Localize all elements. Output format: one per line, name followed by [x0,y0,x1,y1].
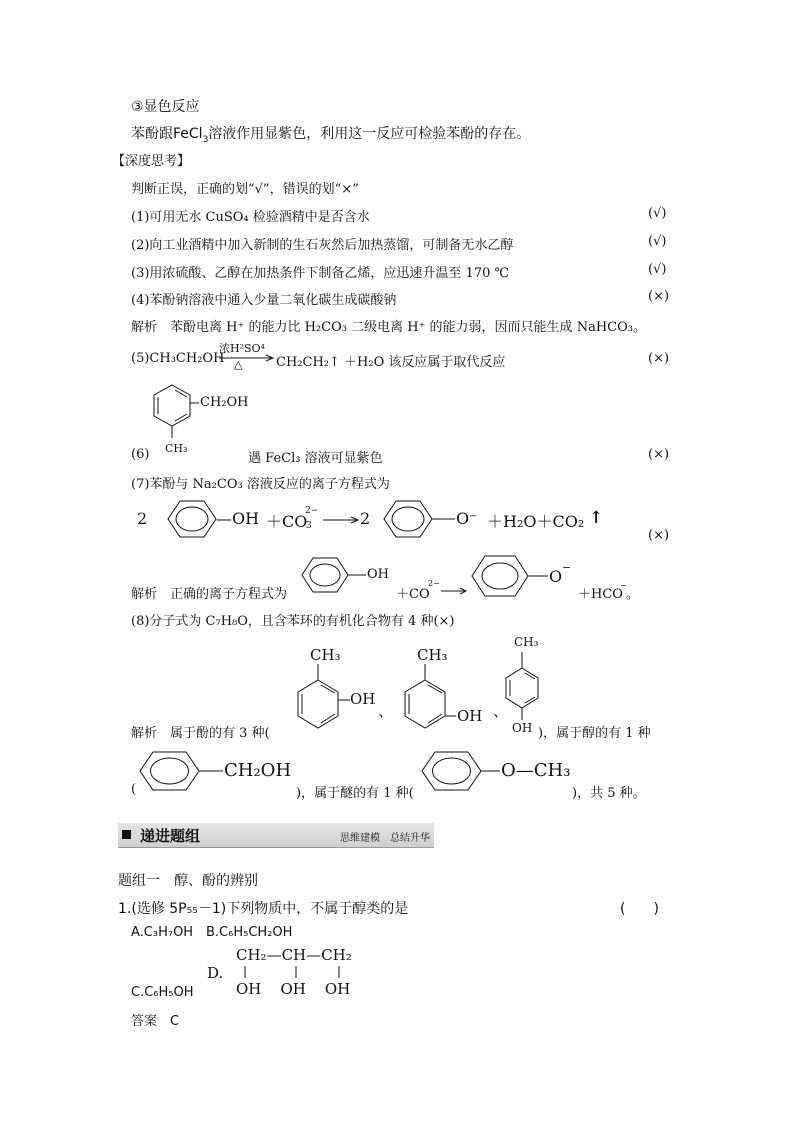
hco3-sup-a2: − [620,581,627,590]
item-5-right: CH₂CH₂↑ ＋H₂O 该反应属于取代反应 [276,355,506,370]
item-3-mark: (√) [648,262,667,277]
option-d-label: D. [207,964,224,982]
coef-2: 2 [360,509,371,528]
plus-co3: ＋CO [266,512,308,531]
item-5-left: (5)CH₃CH₂OH [131,351,225,366]
oh-m: OH [457,707,483,725]
co3-sub: 3 [306,521,312,531]
option-b: B.C₆H₅CH₂OH [206,925,293,940]
hco3-a2: ＋HCO [578,587,623,602]
ch3-label: CH₃ [165,442,188,455]
item-2-mark: (√) [648,234,667,249]
group-title: 题组一 醇、酚的辨别 [118,873,258,889]
section-title: ③显色反应 [131,99,200,115]
section-banner [118,823,434,848]
answer: 答案 C [131,1014,180,1029]
item-7-text: (7)苯酚与 Na₂CO₃ 溶液反应的离子方程式为 [131,477,390,492]
co3-a2: ＋CO [396,587,430,602]
analysis-3-end: )，共 5 种。 [572,786,646,801]
analysis-1: 解析 苯酚电离 H⁺ 的能力比 H₂CO₃ 二级电离 H⁺ 的能力弱，因而只能生成 NaHCO₃。 [131,320,646,335]
products-7: ＋H₂O＋CO₂ [487,512,585,531]
open-paren-2: ( [131,782,137,797]
item-1: (1)可用无水 CuSO₄ 检验酒精中是否含水 [131,210,370,225]
co3-sup-a2: 2− [428,579,440,588]
o-minus-7: O⁻ [456,509,478,528]
glycerol-bottom: OH OH OH [236,980,351,998]
up-arrow: ↑ [589,508,604,528]
analysis-3-close: )，属于醇的有 1 种 [538,726,651,741]
oh-p: OH [512,721,533,735]
deep-think-header: 【深度思考】 [112,154,191,169]
ch3-m: CH₃ [417,646,448,664]
item-4: (4)苯酚钠溶液中通入少量二氧化碳生成碳酸钠 [131,293,397,308]
end-a2: 。 [626,587,640,602]
option-a: A.C₃H₇OH [131,925,194,940]
analysis-3-mid: )，属于醚的有 1 种( [296,786,414,801]
item-3: (3)用浓硫酸、乙醇在加热条件下制备乙烯，应迅速升温至 170 ℃ [131,266,510,281]
ch3-o: CH₃ [310,646,341,664]
glycerol-top: CH₂—CH—CH₂ [236,946,352,964]
ch2oh-label: CH₂OH [200,395,249,410]
co3-charge: 2− [305,506,319,516]
oh-a2: OH [367,567,389,582]
item-8-text: (8)分子式为 C₇H₈O，且含苯环的有机化合物有 4 种(×) [131,614,455,629]
q1-stem: 1.(选修 5P₅₅－1)下列物质中，不属于醇类的是 [118,901,409,917]
coef-1: 2 [137,509,148,528]
q1-paren: ( ) [620,901,659,917]
oh-o: OH [350,690,376,708]
item-1-mark: (√) [648,206,667,221]
square-icon [122,830,131,839]
och3: O—CH₃ [501,760,571,781]
sep-1: 、 [378,702,394,720]
item-6-text: 遇 FeCl₃ 溶液可显紫色 [248,451,383,466]
heat-symbol: △ [234,358,243,371]
item-7-mark: (×) [648,528,670,543]
analysis-3-lead: 解析 属于酚的有 3 种( [131,726,270,741]
item-4-mark: (×) [648,289,670,304]
reaction-condition: 浓H²SO⁴ [219,342,265,355]
minus-a2: − [562,561,572,574]
banner-right: 思维建模 总结升华 [340,833,430,844]
option-c: C.C₆H₅OH [131,985,194,1000]
item-2: (2)向工业酒精中加入新制的生石灰然后加热蒸馏，可制备无水乙醇 [131,238,514,253]
o-a2: O [549,567,563,586]
glycerol-bonds [0,0,1,1]
section-text: 苯酚跟FeCl$_3$溶液作用显紫色，利用这一反应可检验苯酚的存在。 [131,126,531,145]
ch2oh-row: CH₂OH [224,760,292,781]
oh-7: —OH [216,509,260,528]
banner-title: 递进题组 [140,827,201,845]
item-6-mark: (×) [648,447,670,462]
item-5-mark: (×) [648,351,670,366]
analysis-2-label: 解析 正确的离子方程式为 [131,587,288,602]
item-6-num: (6) [131,447,150,462]
ch3-p: CH₃ [514,635,539,649]
sep-2: 、 [493,702,509,720]
instruction: 判断正误，正确的划“√”，错误的划“×” [131,182,359,197]
